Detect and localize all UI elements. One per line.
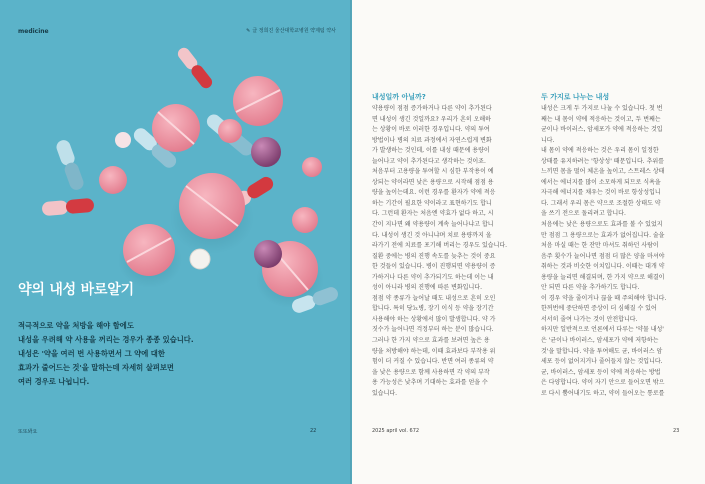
tablet-pink-6 (99, 166, 127, 194)
body-text-line: 취하는 것과 비슷한 이치입니다. 이때는 대개 약 (541, 263, 665, 271)
body-text-line: 로 다시 뿜어내기도 하고, 약이 들어오는 통로를 (541, 389, 665, 397)
body-text-line: 있습니다. (372, 389, 398, 397)
body-text-line: 내 몸이 약에 적응하는 것은 우리 몸이 일정한 (541, 147, 659, 155)
body-text-line: 량을 처방해야 하는데, 이때 효과보다 부작용 위 (372, 347, 496, 355)
body-text-line: 한꺼번에 중단하면 증상이 더 심해질 수 있어 (541, 305, 657, 313)
body-text-line: 안 되면 다른 약을 추가하기도 합니다. (541, 284, 640, 292)
body-text-line: 상되는 약이라면 낮은 용량으로 시작해 점점 용 (372, 178, 494, 186)
article-lead (18, 319, 338, 389)
body-text-line: 자극해 에너지를 채우는 것이 바로 항상성입니 (541, 189, 661, 197)
body-text-line: 가하거나 다른 약이 추가되기도 하는데 이는 내 (372, 273, 494, 281)
byline-text: 글 정희진 울산대학교병원 약제팀 약사 (252, 28, 336, 34)
body-text-line: 험이 더 커질 수 있습니다. 반면 여러 종류의 약 (372, 358, 494, 366)
article-title: 약의 내성 바로알기 (18, 282, 134, 298)
body-text-line: 상태를 유지하려는 '항상성' 때문입니다. 추위를 (541, 157, 664, 165)
pill-white-1 (190, 249, 210, 269)
body-text-line: 균이나 바이러스, 암세포가 약에 적응하는 것입 (541, 126, 663, 134)
page-number-left: 22 (310, 428, 317, 434)
body-text-line: 것'을 말합니다. 약을 투여해도 균, 바이러스 암 (541, 347, 663, 355)
pill-white-2 (115, 132, 131, 148)
page-number-right: 23 (673, 428, 680, 434)
body-text-line: 용량을 늘리면 해결되며, 한 가지 약으로 해결이 (541, 273, 665, 281)
lead-line: 내성은 '약을 여러 번 사용하면서 그 약에 대한 (18, 349, 165, 358)
section-label: medicine (18, 28, 49, 35)
body-text-line: 세포 등이 없어지거나 줄어들지 않는 것입니다. (541, 358, 663, 366)
body-text-line: 하는 기간이 필요한 약이라고 표현하기도 합니 (372, 199, 492, 207)
body-text-line: 방법이나 병의 치료 과정에서 자연스럽게 변화 (372, 136, 492, 144)
body-text-line: 사용해야 하는 상황에서 많이 발생합니다. 약 가 (372, 315, 496, 323)
body-text-line: 하지만 일반적으로 언론에서 다루는 '약물 내성' (541, 326, 664, 334)
body-text-line: 느끼면 몸을 떨어 체온을 높이고, 스트레스 상태 (541, 168, 665, 176)
pill-purple-1 (251, 137, 281, 167)
body-text-line: 처음에는 낮은 용량으로도 효과를 볼 수 있었지 (541, 221, 663, 229)
body-text-line: 점점 약 종류가 늘어날 때도 내성으로 흔히 오인 (372, 294, 496, 302)
pills-illustration (0, 0, 352, 484)
lead-line: 적극적으로 약을 처방을 해야 함에도 (18, 321, 134, 330)
tablet-pink-1 (152, 104, 200, 152)
capsule-red-1 (175, 45, 214, 90)
body-text-line: 만 점점 그 용량으로는 효과가 없어집니다. 술을 (541, 231, 665, 239)
body-text-line: 은 다양합니다. 약이 자기 안으로 들어오면 밖으 (541, 379, 665, 387)
body-text-line: 처음 마실 때는 한 잔만 마셔도 취하던 사람이 (541, 242, 659, 250)
right-page (352, 0, 705, 484)
body-text-line: 간이 지나면 왜 약용량이 계속 늘어나냐고 합니 (372, 221, 494, 229)
pill-purple-2 (254, 240, 282, 268)
footer-issue: 2025 april vol. 672 (372, 428, 420, 434)
body-text-line: 처음부터 고용량을 투여할 시 심한 부작용이 예 (372, 168, 494, 176)
body-text-line: 내성은 크게 두 가지로 나눌 수 있습니다. 첫 번 (541, 105, 663, 112)
capsule-blue-1 (55, 138, 86, 192)
column-left (372, 92, 520, 399)
footer-left-label: 또또봐요 (18, 429, 38, 435)
body-text-line: 가 발생하는 것인데, 이를 내성 때문에 용량이 (372, 147, 490, 155)
body-text-line: 니다. (541, 136, 555, 144)
tablet-pink-4 (123, 224, 175, 276)
tablet-pink-8 (292, 207, 318, 233)
tablet-pink-2 (233, 76, 283, 126)
body-text-line: 용 가능성은 낮추며 기대하는 효과를 얻을 수 (372, 379, 488, 387)
body-text-line: 약용량이 점점 증가하거나 다른 약이 추가된다 (372, 105, 492, 112)
body-text-line: 라가기 전에 치료를 포기해 버리는 경우도 있습니다. (372, 242, 508, 250)
pen-icon: ✎ (246, 27, 251, 34)
body-text-line: 성이 아니라 병의 진행에 따른 변화입니다. (372, 284, 482, 292)
capsule-red-2 (41, 198, 94, 216)
body-text-line: 은 '균이나 바이러스, 암세포가 약에 저항하는 (541, 337, 659, 345)
body-text-line: 서서히 줄여 나가는 것이 안전합니다. (541, 315, 638, 323)
body-text-line: 질환 중에는 병의 진행 속도를 늦추는 것이 중요 (372, 252, 496, 260)
body-text-line: 그러나 한 가지 약으로 효과를 보려면 높은 용 (372, 337, 490, 345)
body-text-line: 늘어나고 약이 추가된다고 생각하는 것이죠. (372, 157, 486, 165)
left-page (0, 0, 352, 484)
column-right (541, 92, 689, 399)
body-text-line: 한 것들이 있습니다. 병이 진행되면 약용량이 증 (372, 263, 496, 271)
body-text-line: 면 내성이 생긴 것일까요? 우리가 흔히 오해하 (372, 115, 491, 123)
body-text-line: 을 쓰기 전으로 돌리려고 합니다. (541, 210, 626, 218)
body-text-line: 을 낮은 용량으로 함께 사용하면 각 약의 부작 (372, 368, 490, 376)
body-text-line: 째는 내 몸이 약에 적응하는 것이고, 두 번째는 (541, 115, 661, 123)
body-text-line: 량을 높이는데요. 이런 경우를 환자가 약에 적응 (372, 189, 496, 197)
body-text-line: 균, 바이러스, 암세포 등이 약에 적응하는 방법 (541, 368, 661, 376)
lead-line: 내성을 우려해 약 사용을 꺼리는 경우가 종종 있습니다. (18, 335, 194, 344)
lead-line: 여러 경우로 나뉩니다. (18, 377, 90, 386)
body-text-line: 다. 내성이 생긴 것 아니냐며 치료 용량까지 올 (372, 231, 492, 239)
body-text-line: 이 경우 약을 줄이거나 끊을 때 주의해야 합니다. (541, 294, 667, 302)
tablet-pink-7 (218, 119, 242, 143)
body-text-line: 는 상황이 바로 이러한 경우입니다. 약의 투여 (372, 126, 490, 134)
tablet-pink-9 (302, 157, 322, 177)
body-text-line: 다. 그런데 환자는 처음엔 약효가 없다 하고, 시 (372, 210, 494, 218)
body-text-line: 다. 그래서 우리 몸은 약으로 조절한 상태도 약 (541, 199, 661, 207)
body-text-line: 음주 횟수가 늘어나면 점점 더 많은 양을 마셔야 (541, 252, 665, 260)
body-text-line: 에서는 에너지를 많이 소모하게 되므로 식욕을 (541, 178, 661, 186)
column-heading: 내성일까 아닐까? (372, 93, 426, 101)
body-text-line: 합니다. 특히 당뇨병, 장기 이식 등 약을 장기간 (372, 305, 494, 313)
column-heading: 두 가지로 나누는 내성 (541, 93, 610, 101)
lead-line: 효과가 줄어드는 것'을 말하는데 자세히 살펴보면 (18, 363, 174, 372)
body-text-line: 짓수가 늘어나면 걱정부터 하는 분이 많습니다. (372, 326, 494, 334)
tablet-pink-3 (179, 173, 245, 239)
